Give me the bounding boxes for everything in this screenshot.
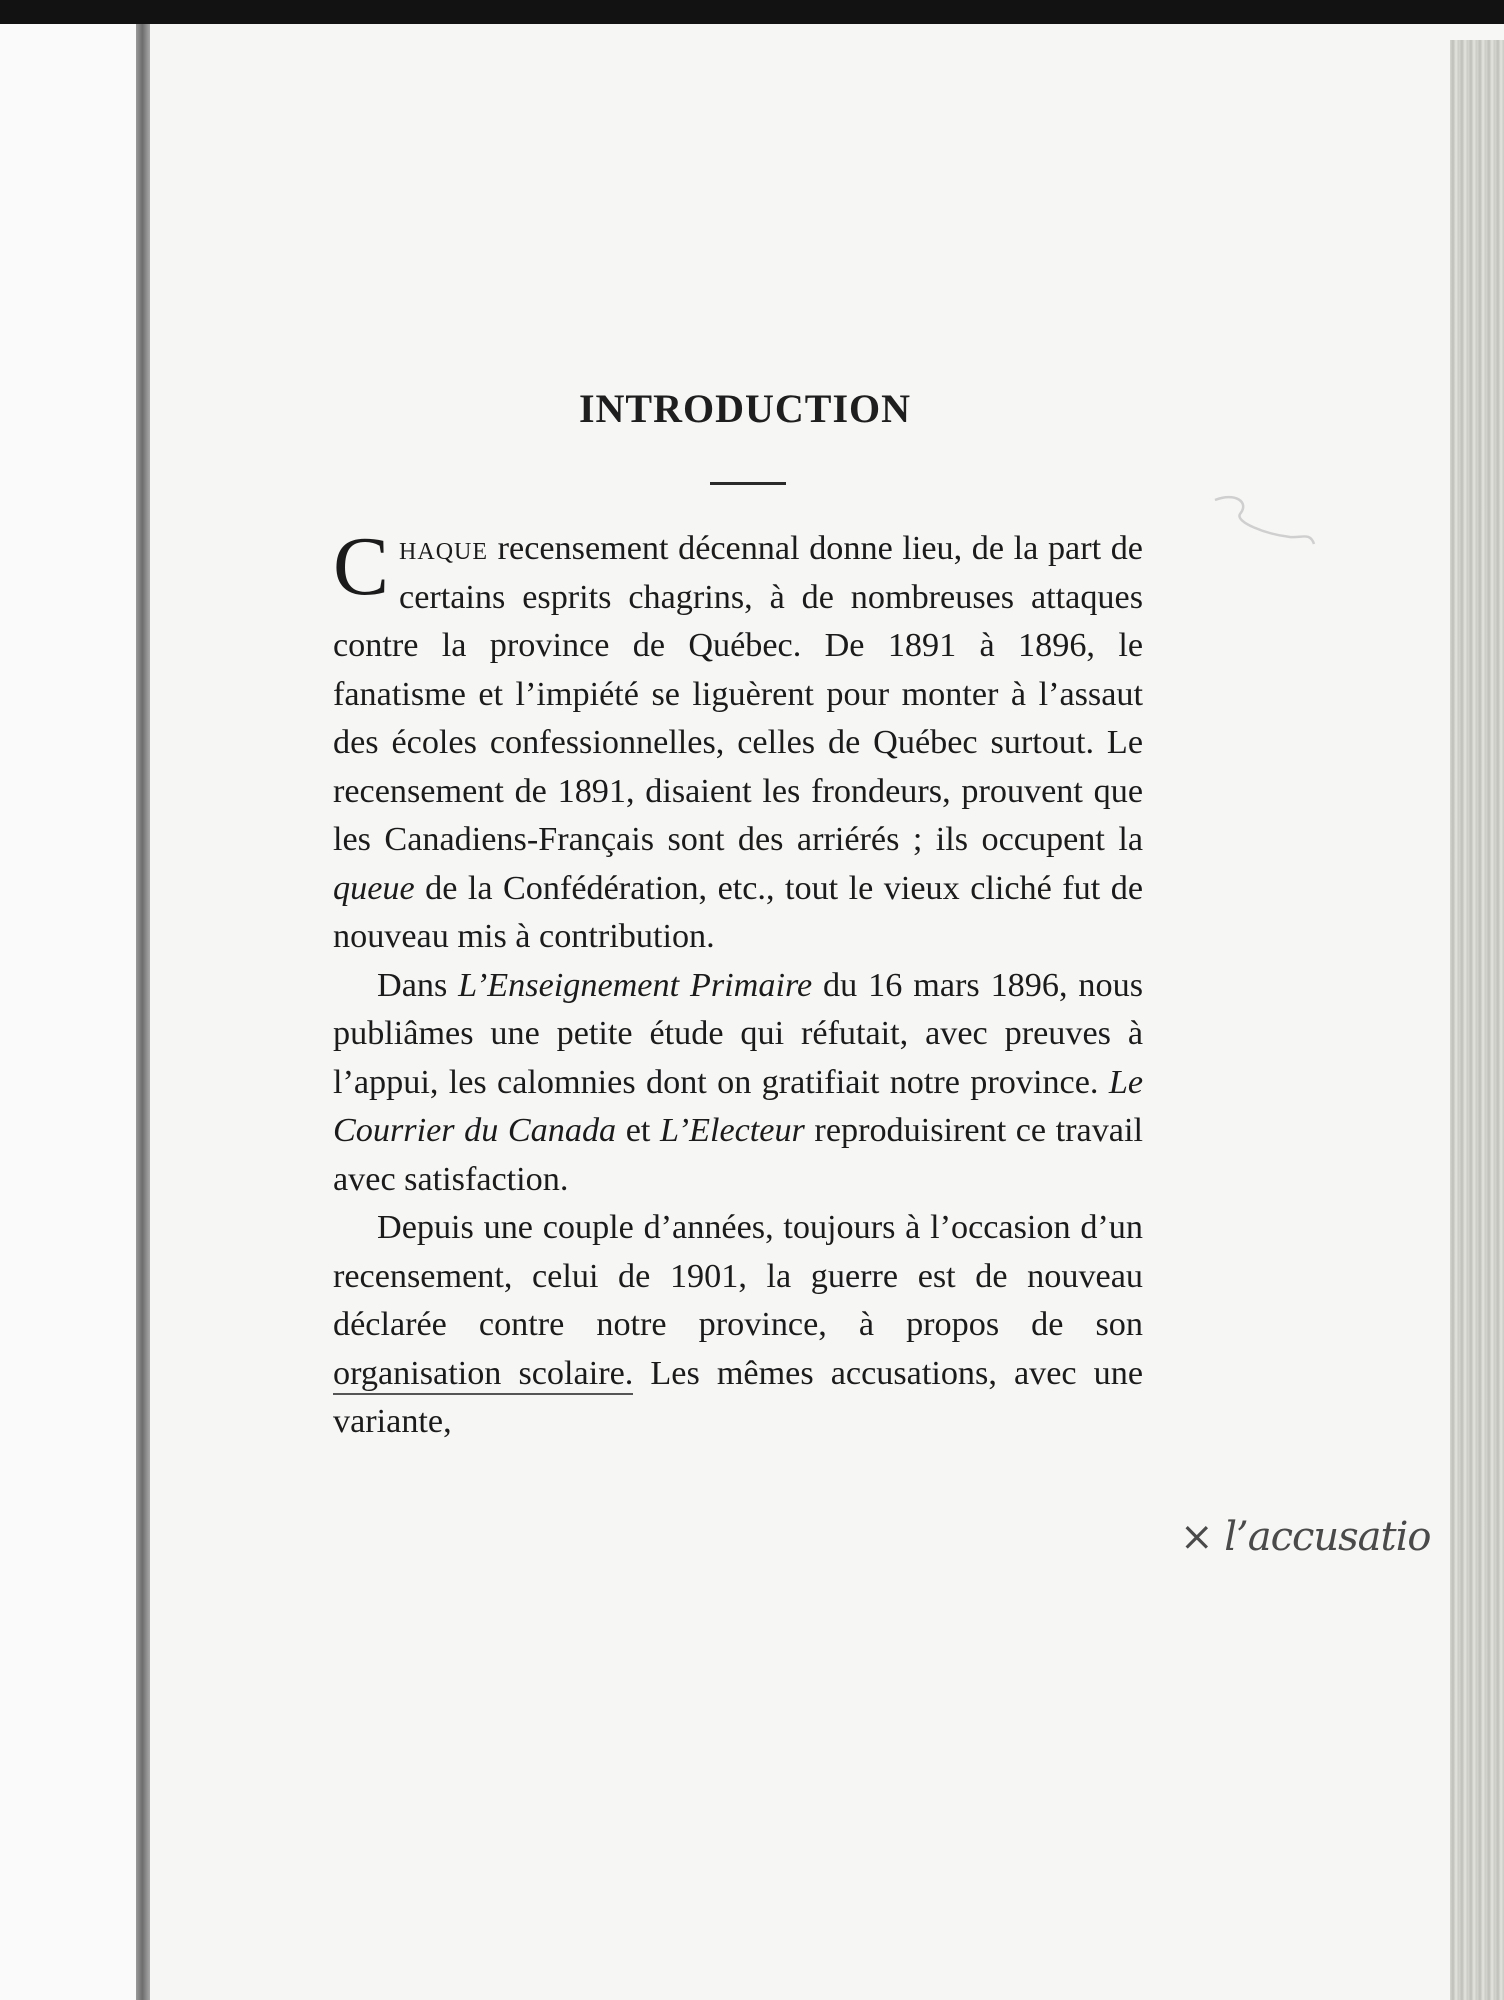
- pencil-scribble-mark: [1210, 492, 1320, 552]
- paragraph-3: [333, 1204, 1143, 1447]
- paragraph-2-conjunction: et: [616, 1112, 660, 1149]
- paragraph-2-text: Dans: [377, 966, 459, 1004]
- drop-cap: C: [333, 520, 390, 613]
- underlined-phrase: organisation scolaire.: [333, 1355, 633, 1395]
- scan-top-border: [0, 0, 1504, 24]
- newspaper-title: Le Courrier du Canada: [333, 1063, 1143, 1149]
- paragraph-3-text: Depuis une couple d’années, toujours à l’occasion d’un recensement, celui de 1901, la guerre est de nouveau déclarée contre notre province, à propos de son: [333, 1209, 1143, 1343]
- newspaper-title: L’Electeur: [659, 1112, 805, 1149]
- heading-rule: [710, 482, 786, 485]
- paragraph-2: [333, 962, 1143, 1205]
- body-text: [333, 520, 1144, 1447]
- paragraph-1-text-end: de la Confédération, etc., tout le vieux cliché fut de nouveau mis à contribution.: [333, 869, 1143, 955]
- section-heading: INTRODUCTION: [578, 386, 912, 431]
- italic-term: queue: [333, 869, 415, 907]
- left-page-margin: [0, 24, 136, 2000]
- publication-title: L’Enseignement Primaire: [458, 966, 813, 1004]
- paragraph-2-text-end: reproduisirent ce travail avec satisfaction.: [333, 1112, 1143, 1198]
- page-edges: [1450, 40, 1504, 2000]
- paragraph-3-text-end: Les mêmes accusations, avec une variante,: [333, 1354, 1143, 1440]
- paragraph-2-text-mid: du 16 mars 1896, nous publiâmes une petite étude qui réfutait, avec preuves à l’appui, les calomnies dont on gratifiait notre province.: [333, 966, 1144, 1101]
- paragraph-1: [333, 520, 1143, 962]
- opening-word: haque: [399, 530, 489, 567]
- book-gutter: [136, 24, 150, 2000]
- paragraph-1-text: recensement décennal donne lieu, de la part de certains esprits chagrins, à de nombreuses attaques contre la province de Québec. De 1891 à 1896, le fanatisme et l’impiété se liguèrent pour monter à l’assaut des écoles confessionnelles, celles de Québec surtout. Le recensement de 1891, disaient les frondeurs, prouvent que les Canadiens-Français sont des arriérés ; ils occupent la: [333, 530, 1143, 858]
- handwritten-marginal-note: × l’accusatio: [1180, 1514, 1431, 1560]
